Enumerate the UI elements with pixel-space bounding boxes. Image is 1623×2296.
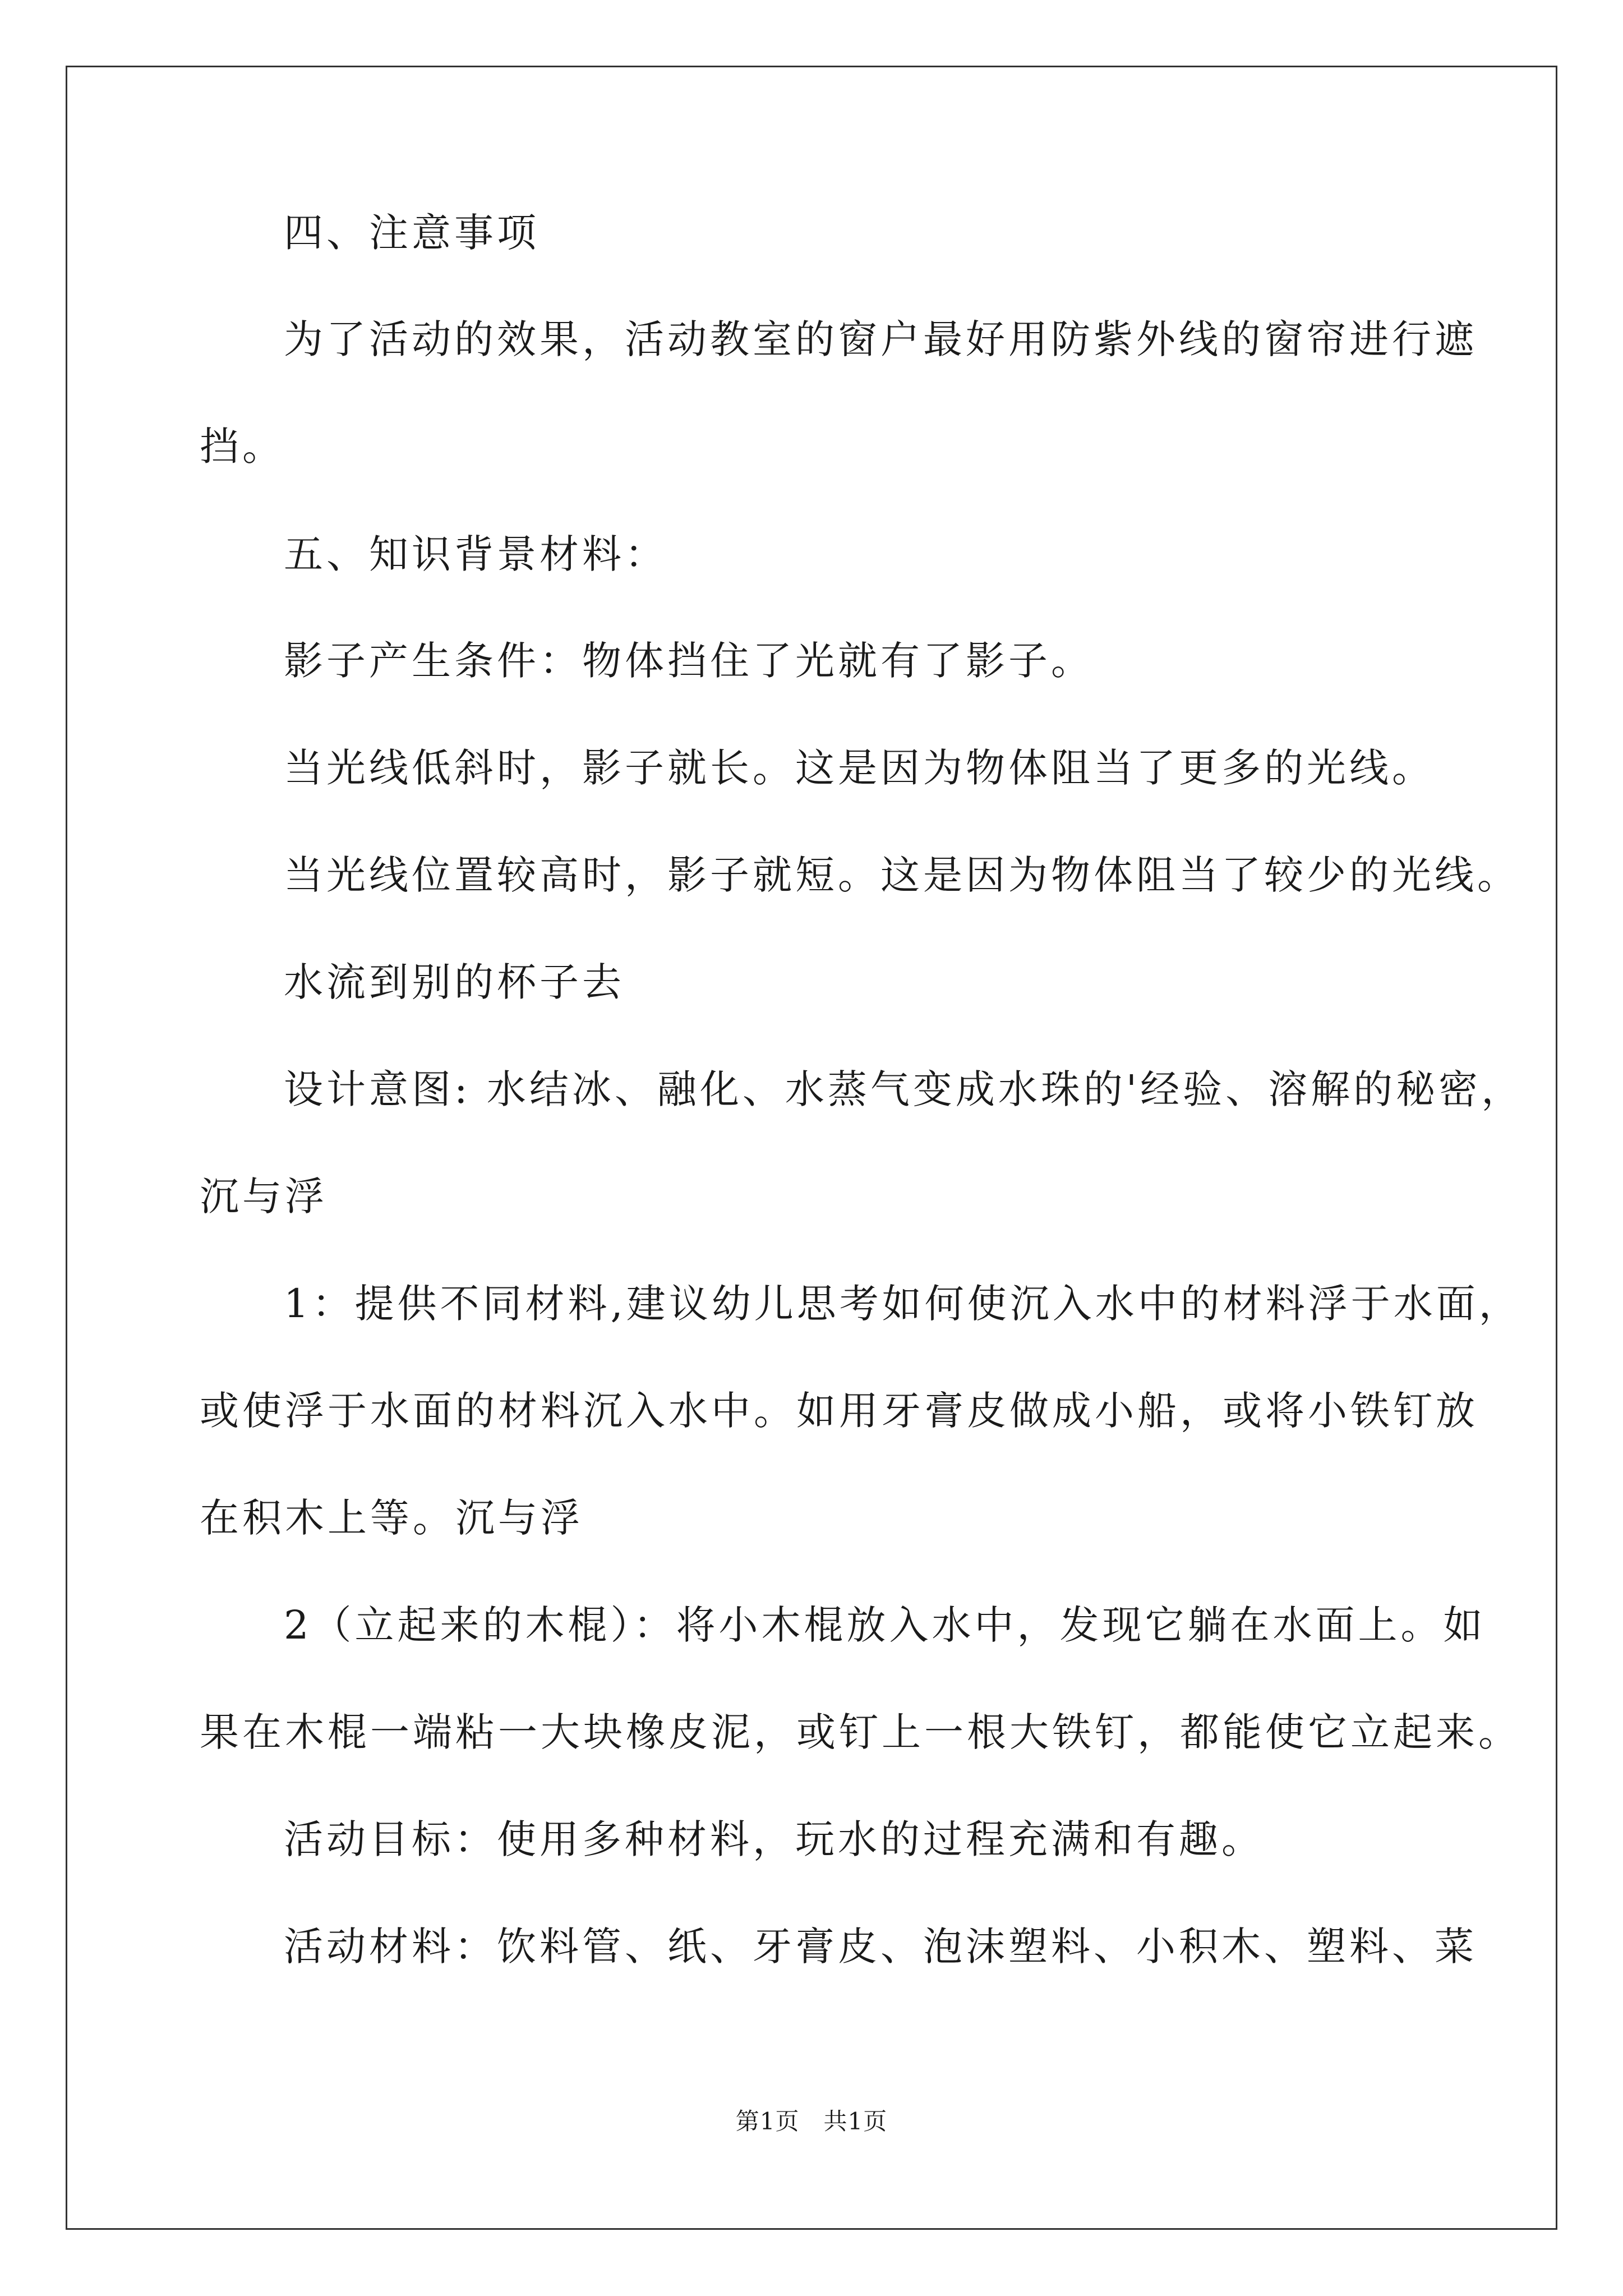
paragraph-line: 沉与浮 [200,1174,328,1220]
paragraph-line: 当光线低斜时，影子就长。这是因为物体阻当了更多的光线。 [284,745,1435,791]
section-title: 水流到别的杯子去 [284,959,625,1005]
paragraph-line: 影子产生条件：物体挡住了光就有了影子。 [284,638,1094,684]
heading-background: 五、知识背景材料： [284,531,667,577]
paragraph-line: 果在木棍一端粘一大块橡皮泥，或钉上一根大铁钉，都能使它立起来。 [200,1709,1521,1755]
paragraph-line: 为了活动的效果，活动教室的窗户最好用防紫外线的窗帘进行遮 [284,316,1477,362]
paragraph-line: 1：提供不同材料,建议幼儿思考如何使沉入水中的材料浮于水面， [284,1281,1521,1327]
paragraph-line: 2（立起来的木棍）：将小木棍放入水中，发现它躺在水面上。如 [284,1602,1486,1648]
page-border [66,66,1557,2230]
paragraph-line: 在积木上等。沉与浮 [200,1495,583,1541]
paragraph-line: 设计意图: 水结冰、融化、水蒸气变成水珠的'经验、溶解的秘密， [284,1066,1524,1112]
paragraph-line: 当光线位置较高时，影子就短。这是因为物体阻当了较少的光线。 [284,852,1520,898]
heading-notes: 四、注意事项 [284,210,540,256]
paragraph-line: 活动目标：使用多种材料，玩水的过程充满和有趣。 [284,1816,1264,1862]
paragraph-line: 或使浮于水面的材料沉入水中。如用牙膏皮做成小船，或将小铁钉放 [200,1388,1478,1434]
paragraph-line: 活动材料：饮料管、纸、牙膏皮、泡沫塑料、小积木、塑料、菜 [284,1924,1477,1970]
paragraph-line: 挡。 [200,424,285,470]
page-footer: 第1页 共1页 [735,2108,888,2135]
